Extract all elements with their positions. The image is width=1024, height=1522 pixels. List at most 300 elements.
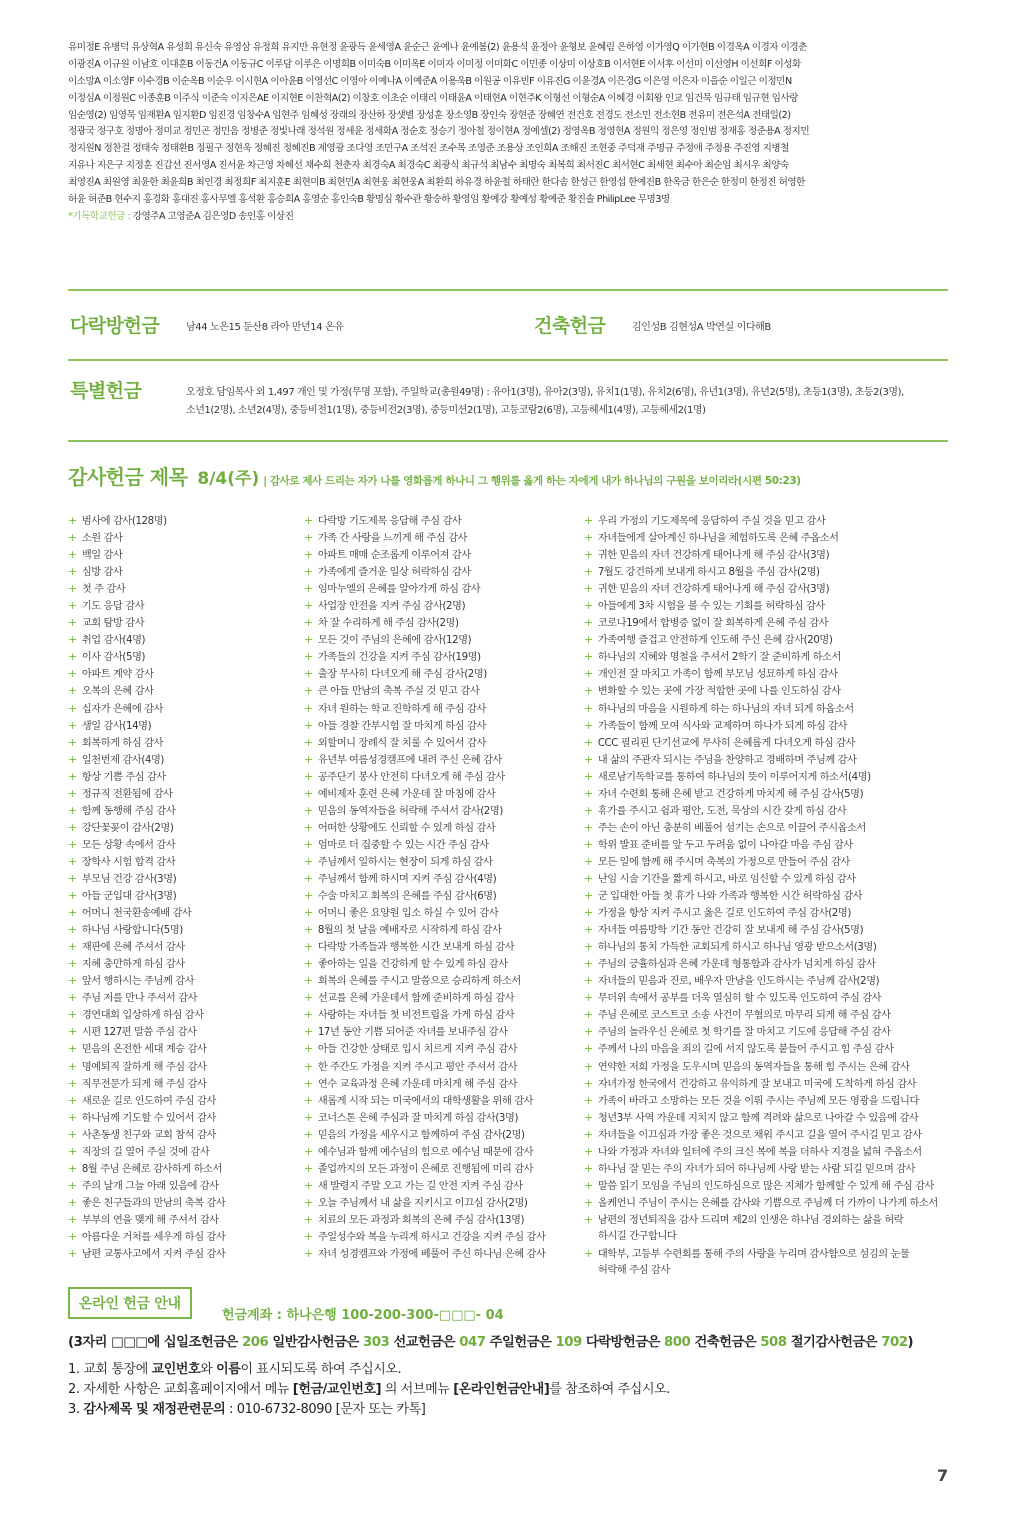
plus-icon: +	[68, 1076, 77, 1090]
plus-icon: +	[584, 803, 593, 817]
plus-icon: +	[68, 616, 77, 630]
offering-code-label: )	[907, 1335, 914, 1350]
guide-prefix: (3자리 □□□에 십일조헌금은	[68, 1335, 243, 1350]
plus-icon: +	[68, 1212, 77, 1226]
offering-code: 800	[664, 1335, 691, 1350]
thanks-item-text: 하나님께 기도할 수 있어서 감사	[81, 1112, 216, 1124]
thanks-item-text: 하나님 사랑합니다(5명)	[81, 925, 183, 937]
plus-icon: +	[304, 1229, 313, 1243]
thanks-item	[584, 853, 954, 870]
plus-icon: +	[68, 974, 77, 988]
thanks-item-text: 선교를 은혜 가운데서 함께 준비하게 하심 감사	[317, 993, 515, 1005]
thanks-item-text: 일천번제 감사(4명)	[81, 754, 164, 766]
plus-icon: +	[584, 1247, 593, 1261]
thanks-item-text: 학위 발표 준비를 앞 두고 두려움 없이 나아갈 마음 주심 감사	[597, 839, 853, 851]
thanks-item-text: 사촌동생 친구와 교회 참석 감사	[81, 1129, 216, 1141]
thanks-item	[68, 682, 296, 699]
name-line: 허윤 허준B 현수지 홍경화 홍대진 홍사무엘 홍석환 홍승희A 홍영순 홍인숙B 황명심 황수관 황승하 황영임 황예강 황예성 황예준 황진솔 PhilipLee 무명3명	[68, 194, 670, 206]
thanks-item-text: 연수 교육과정 은혜 가운데 마치게 해 주심 감사	[317, 1078, 518, 1090]
offering-code-label: 다락방헌금은	[581, 1335, 665, 1350]
special-offering-title: 특별헌금	[70, 380, 142, 402]
thanks-item-text: 주님의 놀라우신 은혜로 첫 학기를 잘 마치고 기도에 응답해 주심 감사	[597, 1027, 891, 1039]
thanks-item	[304, 563, 576, 580]
plus-icon: +	[584, 906, 593, 920]
offering-notes	[68, 1360, 670, 1420]
plus-icon: +	[584, 871, 593, 885]
plus-icon: +	[68, 633, 77, 647]
thanks-item-text: 주일성수와 복을 누리게 하시고 건강을 지켜 주심 감사	[317, 1231, 546, 1243]
thanks-item-text: 남편의 정년퇴직을 감사 드리며 제2의 인생은 하나님 경외하는 삶을 허락	[597, 1214, 904, 1226]
thanks-item	[304, 614, 576, 631]
thanks-item-text: 직무전문가 되게 해 주심 감사	[81, 1078, 207, 1090]
plus-icon: +	[68, 548, 77, 562]
thanks-item-text: 믿음의 동역자들을 허락해 주셔서 감사(2명)	[317, 805, 503, 817]
plus-icon: +	[304, 1110, 313, 1124]
thanks-item	[304, 785, 576, 802]
plus-icon: +	[68, 1178, 77, 1192]
thanks-item	[304, 700, 576, 717]
name-line: 유미정E 유병덕 유상혁A 유성희 유신숙 유영삼 유정희 유지만 유현정 윤광득 윤세영A 윤순근 윤예나 윤예봄(2) 윤용식 윤정아 윤형보 윤혜림 은하영 이가영Q 이가현B 이경옥A 이경자 이경춘	[68, 42, 807, 53]
plus-icon: +	[584, 923, 593, 937]
school-offering-label: *기독학교헌금 :	[68, 210, 131, 222]
note-text: 를 참조하여 주십시오.	[549, 1382, 671, 1397]
thanks-item	[584, 1245, 954, 1262]
thanks-item	[304, 904, 576, 921]
school-offering-names: 강영주A 고영준A 김은영D 송인홍 이상진	[130, 210, 294, 222]
thanks-item	[68, 989, 296, 1006]
thanks-item	[584, 1228, 954, 1245]
thanks-item	[68, 1160, 296, 1177]
thanks-item-text: 앞서 행하시는 주님께 감사	[81, 976, 195, 988]
thanks-item	[584, 870, 954, 887]
thanks-item-text: 직장의 길 열어 주실 것에 감사	[81, 1146, 210, 1158]
plus-icon: +	[68, 752, 77, 766]
thanks-item-text: 시편 127편 말씀 주심 감사	[81, 1027, 197, 1039]
thanks-item-text: 자녀 수련회 통해 은혜 받고 건강하게 마치게 해 주심 감사(5명)	[597, 788, 864, 800]
plus-icon: +	[68, 1161, 77, 1175]
offering-code-label: 절기감사헌금은	[786, 1335, 882, 1350]
thanks-item	[304, 955, 576, 972]
thanks-item-text: 주님께서 함께 하시며 지켜 주심 감사(4명)	[317, 873, 497, 885]
plus-icon: +	[304, 803, 313, 817]
offering-code-label: 일반감사헌금은	[268, 1335, 363, 1350]
thanks-item-text: 어머니 좋은 요양원 입소 하실 수 있어 감사	[317, 908, 499, 920]
thanks-item-text: 7월도 강건하게 보내게 하시고 8월을 주심 감사(2명)	[597, 567, 820, 579]
thanks-item-text: 개인전 잘 마치고 가족이 함께 부모님 성묘하게 하심 감사	[597, 669, 838, 681]
thanks-item	[304, 1023, 576, 1040]
name-line: 최영진A 최원영 최윤한 최윤희B 최인경 최정희F 최지훈E 최현미B 최현민A 최현웅 최현웅A 최환희 하유경 하윤철 하태란 한다솜 한성근 한영섭 한예진B 한옥금 한은순 한정미 한정진 허영한	[68, 177, 805, 189]
thanks-item	[304, 1194, 576, 1211]
name-line: 이광진A 이규원 이남호 이대훈B 이동건A 이동규C 이루담 이루은 이명희B 이미숙B 이미옥E 이미자 이미정 이미화C 이민종 이상미 이상호B 이서현E 이서후 이선미 이선영H 이선희F 이성화	[68, 58, 801, 70]
plus-icon: +	[304, 718, 313, 732]
thanks-item	[304, 751, 576, 768]
building-offering-text: 김인성B 김현성A 박연실 이다해B	[632, 322, 771, 333]
plus-icon: +	[68, 820, 77, 834]
plus-icon: +	[584, 684, 593, 698]
plus-icon: +	[304, 1195, 313, 1209]
thanks-item-text: 범사에 감사(128명)	[81, 516, 167, 527]
thanks-item-text: 지혜 충만하게 하심 감사	[81, 959, 185, 971]
offering-account: 헌금계좌 : 하나은행 100-200-300-□□□- 04	[222, 1308, 504, 1323]
thanks-item-text: 예수님과 함께 예수님의 힘으로 예수님 때문에 감사	[317, 1146, 534, 1158]
offering-code: 508	[760, 1335, 787, 1350]
thanks-item-text: 내 삶의 주관자 되시는 주님을 찬양하고 경배하며 주님께 감사	[597, 754, 857, 766]
thanks-item	[304, 682, 576, 699]
thanks-item	[584, 1194, 954, 1211]
thanks-item-text: 하나님 잘 믿는 주의 자녀가 되어 하나님께 사랑 받는 사람 되길 믿으며 감사	[597, 1163, 916, 1175]
thanks-item	[584, 648, 954, 665]
plus-icon: +	[68, 940, 77, 954]
thanks-item-text: 자녀들 여름방학 기간 동안 건강히 잘 보내게 해 주심 감사(5명)	[597, 925, 864, 937]
thanks-offering-title: 감사헌금 제목	[68, 465, 188, 489]
plus-icon: +	[68, 1042, 77, 1056]
plus-icon: +	[304, 889, 313, 903]
plus-icon: +	[584, 735, 593, 749]
thanks-item-text: 엄마로 더 집중할 수 있는 시간 주심 감사	[317, 839, 489, 851]
plus-icon: +	[304, 786, 313, 800]
plus-icon: +	[304, 923, 313, 937]
thanks-item-text: 모든 일에 함께 해 주시며 축복의 가정으로 만들어 주심 감사	[597, 856, 850, 868]
thanks-item-text: 8월 주님 은혜로 감사하게 하소서	[81, 1163, 222, 1175]
thanks-item-text: 출장 무사히 다녀오게 해 주심 감사(2명)	[317, 669, 487, 681]
plus-icon: +	[68, 1195, 77, 1209]
thanks-item	[68, 768, 296, 785]
plus-icon: +	[68, 1093, 77, 1107]
thanks-item-text: 큰 아들 만남의 축복 주실 것 믿고 감사	[317, 686, 480, 698]
plus-icon: +	[304, 599, 313, 613]
thanks-item-text: 재판에 은혜 주셔서 감사	[81, 942, 185, 954]
thanks-item	[584, 529, 954, 546]
plus-icon: +	[68, 701, 77, 715]
plus-icon: +	[584, 957, 593, 971]
thanks-item	[68, 648, 296, 665]
thanks-item	[584, 751, 954, 768]
offering-code: 303	[362, 1335, 390, 1350]
thanks-item	[304, 648, 576, 665]
plus-icon: +	[304, 974, 313, 988]
plus-icon: +	[584, 599, 593, 613]
plus-icon: +	[304, 650, 313, 664]
plus-icon: +	[304, 701, 313, 715]
thanks-item-text: 다락방 가족들과 행복한 시간 보내게 하심 감사	[317, 942, 515, 954]
thanks-item-text: 코로나19에서 합병증 없이 잘 회복하게 은혜 주심 감사	[597, 618, 829, 630]
thanks-item-text: 믿음의 가정을 세우시고 함께하여 주심 감사(2명)	[317, 1129, 525, 1141]
thanks-item-text: 새로운 길로 인도하여 주심 감사	[81, 1095, 216, 1107]
plus-icon: +	[68, 667, 77, 681]
plus-icon: +	[584, 940, 593, 954]
plus-icon: +	[584, 531, 593, 545]
plus-icon: +	[304, 854, 313, 868]
thanks-item	[304, 836, 576, 853]
plus-icon: +	[304, 1042, 313, 1056]
note-text: 1. 교회 통장에	[68, 1362, 152, 1377]
thanks-item-text: 하나님의 마음을 시원하게 하는 하나님의 자녀 되게 하옵소서	[597, 703, 854, 715]
thanks-item	[68, 836, 296, 853]
thanks-item	[68, 717, 296, 734]
thanks-item	[68, 802, 296, 819]
plus-icon: +	[584, 650, 593, 664]
thanks-item-text: 새로남기독학교를 통하여 하나님의 뜻이 이루어지게 하소서(4명)	[597, 771, 871, 783]
plus-icon: +	[68, 769, 77, 783]
thanks-item-text: 자녀들에게 살아계신 하나님을 체험하도록 은혜 주옵소서	[597, 533, 839, 545]
thanks-item	[584, 836, 954, 853]
plus-icon: +	[68, 1127, 77, 1141]
thanks-item-text: 주는 손이 아닌 충분히 베풀어 섬기는 손으로 이끌어 주시옵소서	[597, 822, 867, 834]
plus-icon: +	[584, 1195, 593, 1209]
plus-icon: +	[304, 1247, 313, 1261]
thanks-item-text: 나와 가정과 자녀와 일터에 주의 크신 복에 복을 더하사 지경을 넓혀 주옵소서	[597, 1146, 922, 1158]
plus-icon: +	[304, 565, 313, 579]
plus-icon: +	[584, 1161, 593, 1175]
thanks-item	[584, 700, 954, 717]
thanks-item	[584, 1075, 954, 1092]
thanks-item-text: 주님의 긍휼하심과 은혜 가운데 형통함과 감사가 넘치게 하심 감사	[597, 959, 876, 971]
plus-icon: +	[584, 974, 593, 988]
plus-icon: +	[304, 871, 313, 885]
thanks-item	[304, 1143, 576, 1160]
thanks-item-text: 좋은 친구들과의 만남의 축복 감사	[81, 1197, 226, 1209]
thanks-column-2	[304, 512, 576, 1262]
thanks-item-text: 오늘 주님께서 내 삶을 지키시고 이끄심 감사(2명)	[317, 1197, 528, 1209]
thanks-item	[304, 938, 576, 955]
thanks-item-text: 모든 것이 주님의 은혜에 감사(12명)	[317, 635, 472, 647]
plus-icon: +	[68, 684, 77, 698]
thanks-item-text: 하시길 간구합니다	[598, 1230, 677, 1242]
thanks-item	[304, 921, 576, 938]
thanks-item-text: 변화할 수 있는 곳에 가장 적합한 곳에 나를 인도하심 감사	[597, 686, 841, 698]
thanks-item	[68, 1075, 296, 1092]
plus-icon: +	[584, 1212, 593, 1226]
thanks-item	[68, 734, 296, 751]
thanks-item-text: 연약한 저희 가정을 도우시며 믿음의 동역자들을 통해 힘 주시는 은혜 감사	[597, 1061, 910, 1073]
plus-icon: +	[304, 684, 313, 698]
plus-icon: +	[304, 991, 313, 1005]
thanks-item	[584, 1211, 954, 1228]
thanks-item-text: 가정을 항상 지켜 주시고 옳은 길로 인도하여 주심 감사(2명)	[597, 908, 851, 920]
plus-icon: +	[584, 769, 593, 783]
thanks-item	[584, 1023, 954, 1040]
thanks-item	[304, 512, 576, 529]
thanks-item	[584, 682, 954, 699]
note-text: 와	[200, 1362, 217, 1377]
plus-icon: +	[584, 1076, 593, 1090]
thanks-item	[304, 734, 576, 751]
plus-icon: +	[304, 1178, 313, 1192]
plus-icon: +	[304, 735, 313, 749]
divider	[68, 440, 948, 442]
thanks-item-text: 주의 날개 그늘 아래 있음에 감사	[81, 1180, 219, 1192]
thanks-item-text: 주님께서 일하시는 현장이 되게 하심 감사	[317, 856, 493, 868]
thanks-item	[584, 1126, 954, 1143]
thanks-item-text: 주님 은혜로 코스트코 소송 사건이 무혐의로 마무리 되게 해 주심 감사	[597, 1010, 891, 1022]
special-offering-line: 오정호 담임목사 외 1,497 개인 및 가정(무명 포함), 주일학교(총원49명) : 유아1(3명), 유아2(3명), 유치1(1명), 유치2(6명), 유년1(3명), 유년2(5명), 초등1(3명), 초등2(3명),	[186, 387, 904, 398]
note-text: 이 표시되도록 하여 주십시오.	[240, 1362, 402, 1377]
plus-icon: +	[584, 1127, 593, 1141]
thanks-item	[584, 768, 954, 785]
thanks-item	[304, 853, 576, 870]
offering-code-label: 선교헌금은	[389, 1335, 460, 1350]
thanks-item	[584, 904, 954, 921]
name-line: 지유나 지은구 지정훈 진갑선 진서영A 진서윤 차근영 차혜선 채수희 천춘자 최경숙A 최경숙C 최광식 최규석 최남수 최명숙 최복희 최서진C 최서현C 최세현 최수아 최순임 최시우 최양숙	[68, 160, 789, 172]
plus-icon: +	[304, 548, 313, 562]
thanks-item-text: 청년3부 사역 가운데 지치지 않고 함께 격려와 삶으로 나아갈 수 있음에 감사	[597, 1112, 919, 1124]
thanks-item	[584, 665, 954, 682]
thanks-item-text: 사랑하는 자녀들 첫 비전트립을 가게 하심 감사	[317, 1010, 515, 1022]
plus-icon: +	[304, 531, 313, 545]
plus-icon: +	[304, 769, 313, 783]
thanks-item-text: 자녀 원하는 학교 진학하게 해 주심 감사	[317, 703, 486, 715]
thanks-item	[584, 1262, 954, 1279]
thanks-item-text: 심방 감사	[81, 567, 123, 579]
thanks-item	[584, 785, 954, 802]
thanks-item	[584, 1177, 954, 1194]
thanks-item-text: 코너스톤 은혜 주심과 잘 마치게 하심 감사(3명)	[317, 1112, 519, 1124]
plus-icon: +	[68, 786, 77, 800]
plus-icon: +	[584, 1144, 593, 1158]
darak-offering-text: 남44 노은15 둔산8 라아 만년14 온유	[186, 322, 344, 333]
plus-icon: +	[584, 1008, 593, 1022]
thanks-item	[68, 529, 296, 546]
plus-icon: +	[584, 854, 593, 868]
note-2	[68, 1380, 670, 1400]
thanks-item	[304, 802, 576, 819]
plus-icon: +	[304, 514, 313, 527]
thanks-item	[304, 546, 576, 563]
thanks-item-text: 어머니 천국환송예배 감사	[81, 908, 192, 920]
thanks-item	[68, 1245, 296, 1262]
thanks-item-text: 다락방 기도제목 응답해 주심 감사	[317, 516, 462, 527]
thanks-item-text: 교회 탐방 감사	[81, 618, 145, 630]
offering-code: 047	[459, 1335, 486, 1350]
plus-icon: +	[584, 633, 593, 647]
thanks-item	[304, 1177, 576, 1194]
thanks-item	[68, 1228, 296, 1245]
thanks-item-text: 졸업까지의 모든 과정이 은혜로 진행됨에 미리 감사	[317, 1163, 534, 1175]
plus-icon: +	[584, 820, 593, 834]
plus-icon: +	[68, 957, 77, 971]
plus-icon: +	[304, 1093, 313, 1107]
online-offering-title: 온라인 헌금 안내	[68, 1287, 192, 1319]
thanks-item	[584, 631, 954, 648]
thanks-item	[304, 597, 576, 614]
plus-icon: +	[68, 871, 77, 885]
divider	[68, 359, 948, 361]
plus-icon: +	[584, 889, 593, 903]
thanks-item	[68, 1194, 296, 1211]
thanks-item	[68, 563, 296, 580]
thanks-item	[68, 1211, 296, 1228]
note-bold: [헌금/교인번호]	[292, 1382, 382, 1397]
plus-icon: +	[584, 548, 593, 562]
thanks-item	[304, 989, 576, 1006]
plus-icon: +	[68, 906, 77, 920]
plus-icon: +	[584, 991, 593, 1005]
plus-icon: +	[68, 889, 77, 903]
thanks-item-text: 자녀들을 이끄심과 가장 좋은 것으로 채워 주시고 길을 열어 주시길 믿고 감사	[597, 1129, 922, 1141]
thanks-column-3	[584, 512, 954, 1279]
plus-icon: +	[68, 1144, 77, 1158]
thanks-item-text: 귀한 믿음의 자녀 건강하게 태어나게 해 주심 감사(3명)	[597, 584, 830, 596]
thanks-item-text: 임마누엘의 은혜를 알아가게 하심 감사	[317, 584, 481, 596]
offering-code-label: 건축헌금은	[690, 1335, 761, 1350]
thanks-item	[584, 1143, 954, 1160]
note-text: 3.	[68, 1402, 84, 1417]
thanks-column-1	[68, 512, 296, 1262]
thanks-item-text: 가족들의 건강을 지켜 주심 감사(19명)	[317, 652, 481, 664]
plus-icon: +	[584, 1042, 593, 1056]
plus-icon: +	[304, 906, 313, 920]
thanks-item-text: 대학부, 고등부 수련회를 통해 주의 사랑을 누리며 감사함으로 섬김의 눈물	[597, 1249, 910, 1261]
thanks-item-text: 공주단기 봉사 안전히 다녀오게 해 주심 감사	[317, 771, 505, 783]
plus-icon: +	[584, 1093, 593, 1107]
plus-icon: +	[584, 1110, 593, 1124]
plus-icon: +	[304, 1059, 313, 1073]
thanks-item-text: 난임 시술 기간을 짧게 하시고, 바로 임신할 수 있게 하심 감사	[597, 873, 856, 885]
thanks-item-text: 부모님 건강 감사(3명)	[81, 873, 177, 885]
plus-icon: +	[584, 582, 593, 596]
thanks-item	[304, 1211, 576, 1228]
name-line: 임순영(2) 임영묵 임재환A 임지환D 임진경 임창수A 임현주 임혜성 장래의 장산하 장샛별 장성훈 장소영B 장인숙 장현준 장혜연 전건호 전경도 전소민 전소현B 전유미 전은석A 전태일(2)	[68, 109, 791, 121]
name-line: 이정심A 이정원C 이종훈B 이주식 이준숙 이지은AE 이지현E 이찬혁A(2) 이창호 이초순 이태리 이태윤A 이태현A 이현주K 이형선 이형순A 이혜경 이회왕 인교 임건묵 임규태 임규현 임사랑	[68, 92, 798, 104]
thanks-item-text: 주님 저를 만나 주셔서 감사	[81, 993, 198, 1005]
thanks-item-text: 아들에게 3차 시험을 볼 수 있는 기회를 허락하심 감사	[597, 601, 825, 613]
thanks-item	[68, 785, 296, 802]
plus-icon: +	[584, 786, 593, 800]
plus-icon: +	[304, 616, 313, 630]
thanks-item	[584, 802, 954, 819]
thanks-item	[584, 989, 954, 1006]
thanks-item	[304, 1075, 576, 1092]
thanks-item	[304, 580, 576, 597]
plus-icon: +	[68, 582, 77, 596]
name-line: 정지원N 정찬걸 정태숙 정태환B 정필구 정현욱 정혜진 정혜진B 제영광 조다영 조민구A 조석진 조수목 조영준 조용상 조인희A 조해진 조현중 주덕재 주명규 주정애 주정용 주진영 지병철	[68, 143, 789, 155]
plus-icon: +	[68, 1008, 77, 1022]
thanks-item-text: 새 발령지 주말 오고 가는 길 안전 지켜 주심 감사	[317, 1180, 523, 1192]
thanks-item-text: 차 잘 수리하게 해 주심 감사(2명)	[317, 618, 459, 630]
thanks-item-text: 명예퇴직 잘하게 해 주심 감사	[81, 1061, 207, 1073]
plus-icon: +	[304, 1008, 313, 1022]
plus-icon: +	[68, 991, 77, 1005]
school-offering-line	[68, 209, 952, 226]
thanks-offering-verse: | 감사로 제사 드리는 자가 나를 영화롭게 하나니 그 행위를 옳게 하는 자에게 내가 하나님의 구원을 보이리라(시편 50:23)	[263, 475, 801, 487]
thanks-item	[68, 665, 296, 682]
name-line: 정광국 정구호 정명아 정미교 정민곤 정민음 정병준 정빛나래 정석원 정세윤 정세화A 정순호 정승기 정아철 정이현A 정예셀(2) 정영옥B 정영현A 정원익 정은영 정인범 정재홍 정준용A 정지민	[68, 126, 810, 138]
thanks-item	[584, 887, 954, 904]
thanks-item-text: 아파트 계약 감사	[81, 669, 154, 681]
thanks-item	[584, 512, 954, 529]
thanks-item-text: 무더위 속에서 공부를 더욱 열심히 할 수 있도록 인도하여 주심 감사	[597, 993, 882, 1005]
thanks-item	[68, 751, 296, 768]
thanks-item	[584, 597, 954, 614]
thanks-item-text: 자녀들의 믿음과 진로, 배우자 만남을 인도하시는 주님께 감사(2명)	[597, 976, 880, 988]
thanks-item-text: 치료의 모든 과정과 회복의 은혜 주심 감사(13명)	[317, 1214, 525, 1226]
thanks-item	[584, 580, 954, 597]
thanks-item	[584, 972, 954, 989]
plus-icon: +	[68, 1059, 77, 1073]
thanks-item	[68, 546, 296, 563]
thanks-item	[68, 700, 296, 717]
plus-icon: +	[304, 957, 313, 971]
thanks-item	[68, 580, 296, 597]
thanks-item	[68, 597, 296, 614]
thanks-item-text: 소원 감사	[81, 533, 123, 545]
thanks-item	[68, 1177, 296, 1194]
thanks-item	[68, 819, 296, 836]
thanks-item-text: 올케언니 주님이 주시는 은혜를 감사와 기쁨으로 주님께 더 가까이 나가게 하소서	[597, 1197, 938, 1209]
thanks-item	[304, 887, 576, 904]
thanks-item	[304, 819, 576, 836]
thanks-item	[584, 1160, 954, 1177]
